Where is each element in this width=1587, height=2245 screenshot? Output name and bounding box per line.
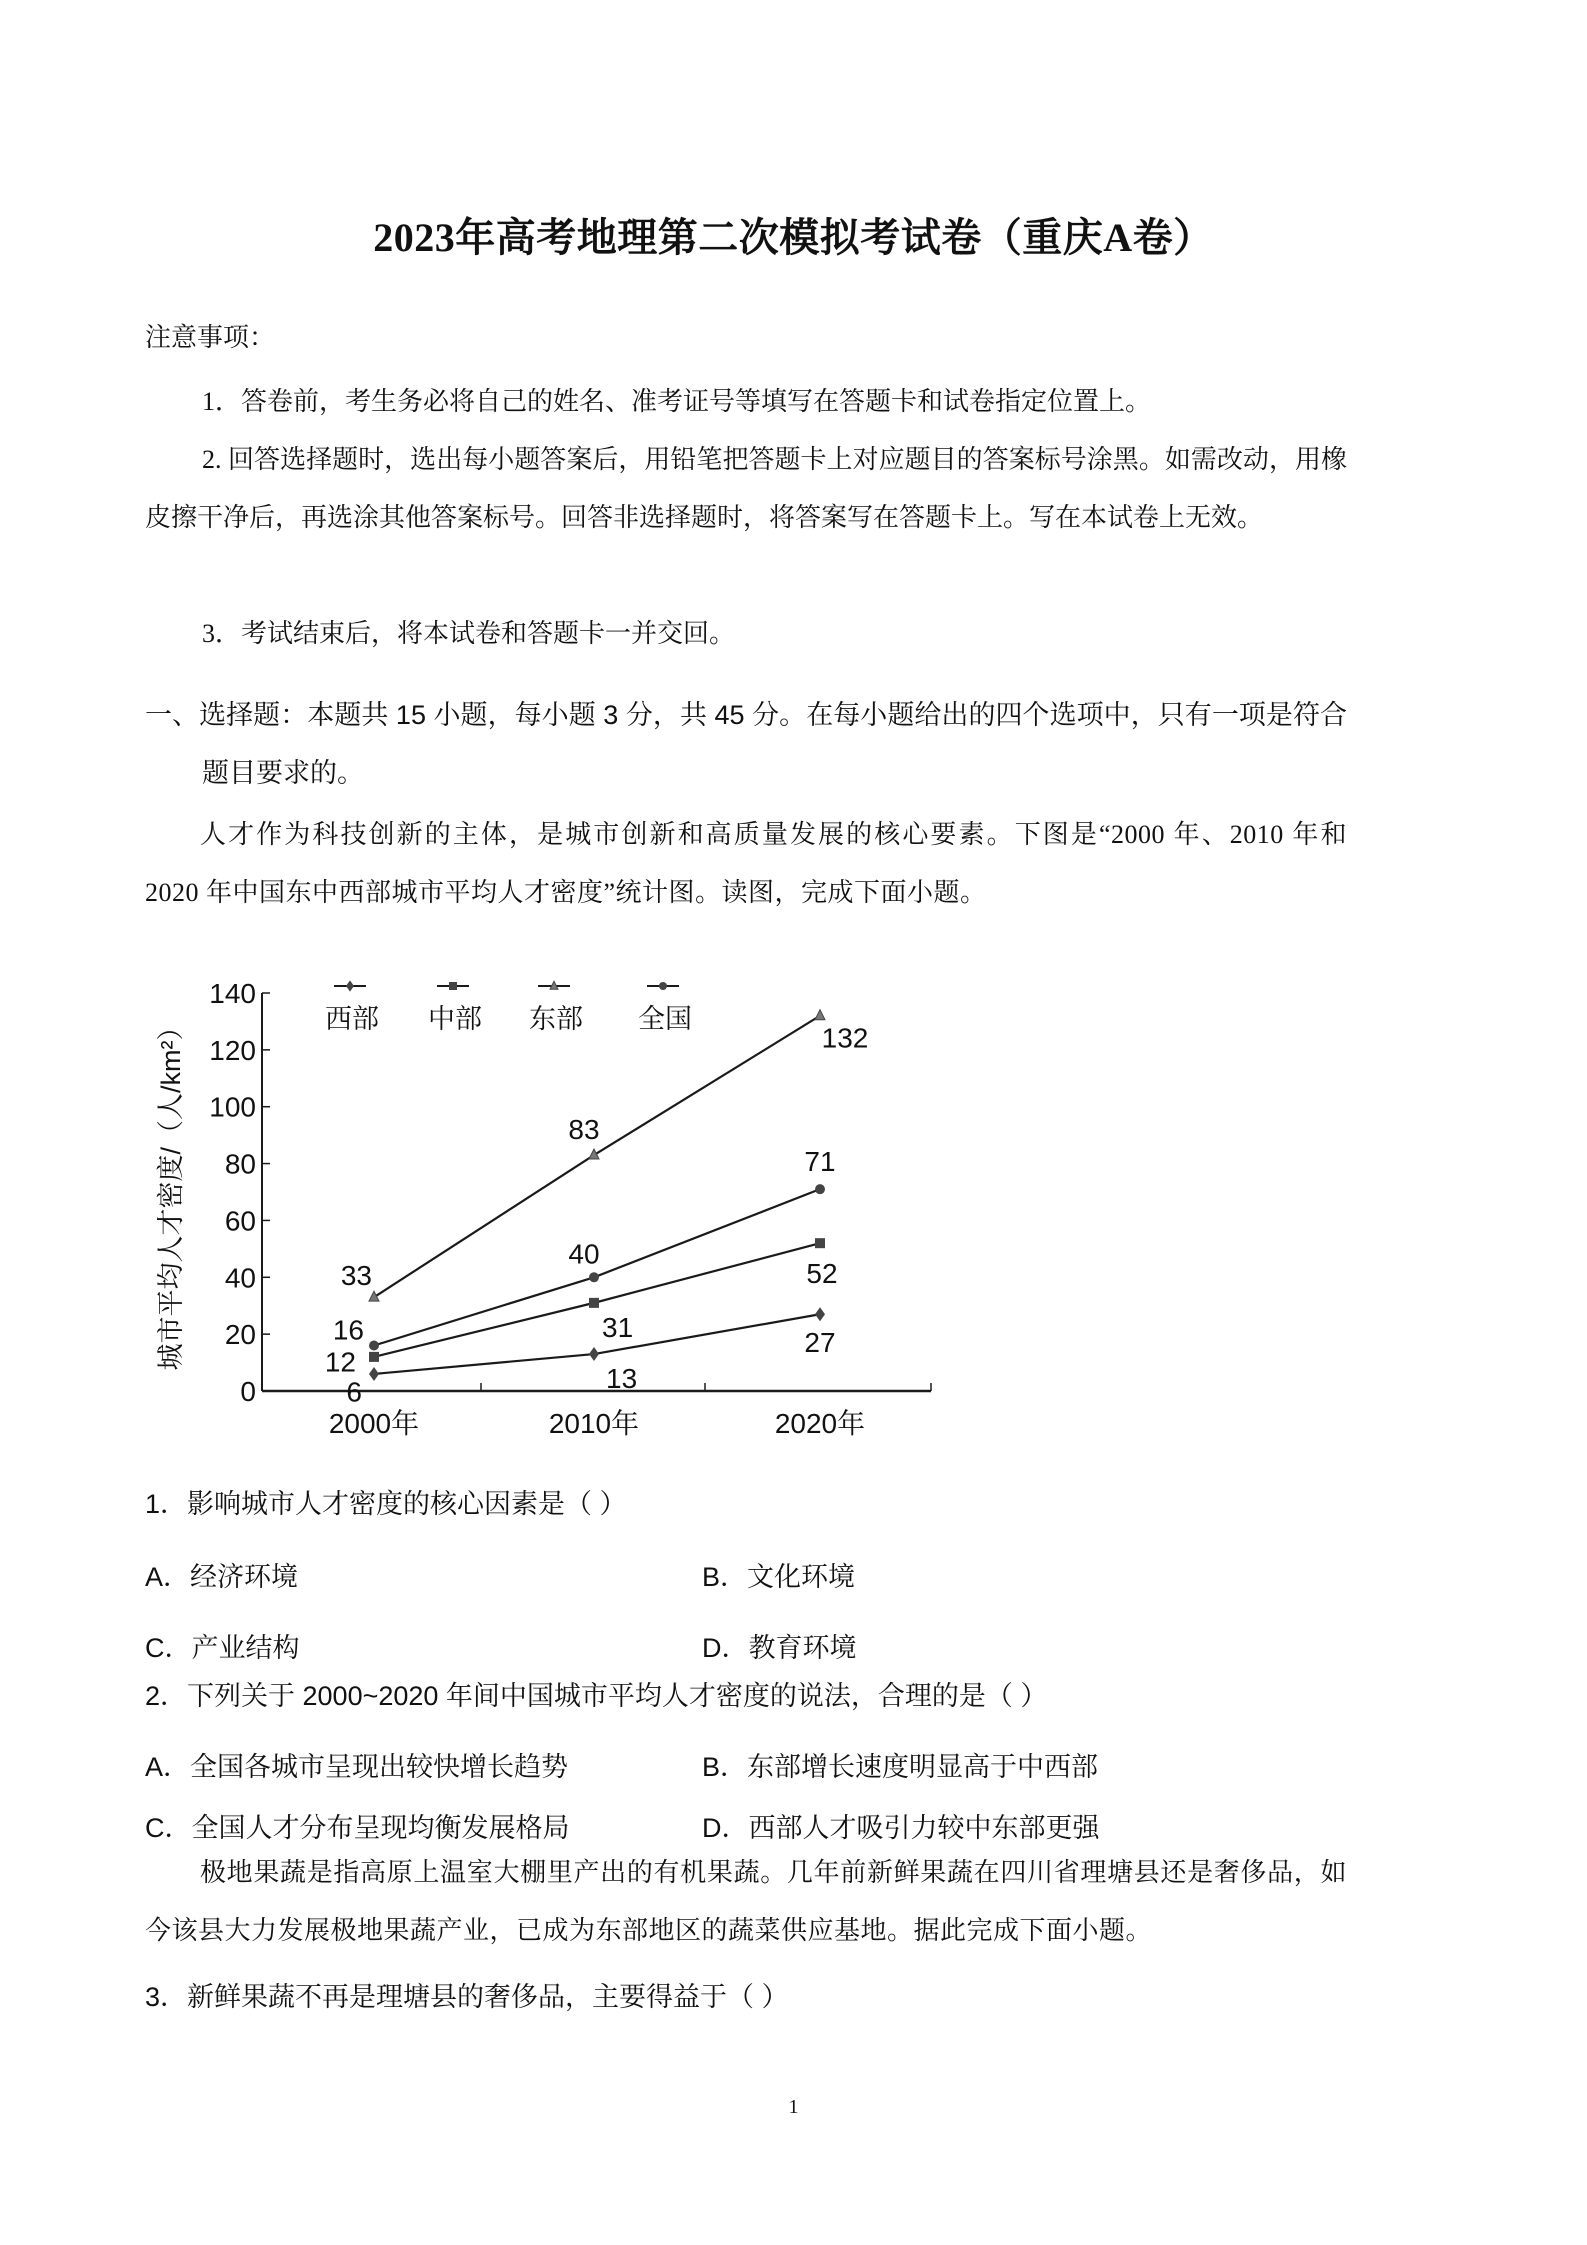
legend-item [325,980,379,1034]
option-label: D． [702,1633,749,1663]
option-label: C． [145,1813,192,1843]
option-text: 全国各城市呈现出较快增长趋势 [190,1752,569,1782]
question-stem: 3．新鲜果蔬不再是理塘县的奢侈品，主要得益于（ ） [145,1982,789,2012]
note-item: 3．考试结束后，将本试卷和答题卡一并交回。 [202,619,736,648]
data-label: 132 [821,1022,869,1054]
data-label: 12 [324,1346,356,1378]
question-stem: 1．影响城市人才密度的核心因素是（ ） [145,1489,627,1519]
section-heading: 一、选择题：本题共 15 小题，每小题 3 分，共 45 分。在每小题给出的四个选项中，只有一项是符合题目要求的。 [145,700,1347,788]
page-number: 1 [788,2096,799,2118]
option-label: A． [145,1752,191,1782]
data-label: 40 [568,1238,600,1270]
y-tick-label: 80 [224,1148,256,1180]
triangle-marker [815,1010,825,1020]
data-label: 6 [346,1376,362,1408]
legend-label: 西部 [325,1004,379,1034]
data-label: 13 [606,1363,638,1395]
y-tick-label: 0 [240,1376,256,1407]
square-marker [449,982,457,990]
series-circle [333,1146,836,1350]
y-tick-label: 100 [209,1091,256,1123]
note-item: 1．答卷前，考生务必将自己的姓名、准考证号等填写在答题卡和试卷指定位置上。 [202,387,1152,416]
legend-item [428,982,482,1034]
data-label: 71 [804,1146,836,1178]
data-label: 27 [804,1327,836,1359]
option-label: D． [702,1813,749,1843]
option-text: 产业结构 [191,1633,300,1663]
option-text: 西部人才吸引力较中东部更强 [748,1813,1100,1843]
option-label: B． [702,1562,748,1592]
x-tick-label: 2020年 [774,1408,866,1439]
circle-marker [815,1184,825,1194]
passage: 极地果蔬是指高原上温室大棚里产出的有机果蔬。几年前新鲜果蔬在四川省理塘县还是奢侈品，如今该县大力发展极地果蔬产业，已成为东部地区的蔬菜供应基地。据此完成下面小题。 [145,1858,1347,1945]
series-triangle [341,1010,869,1301]
y-tick-label: 60 [224,1205,256,1237]
option-label: B． [702,1752,748,1782]
legend [325,980,692,1034]
option-label: C． [145,1633,192,1663]
legend-item [638,982,692,1034]
legend-label: 中部 [428,1004,482,1034]
y-tick-label: 40 [224,1262,256,1294]
y-tick-label: 140 [209,978,256,1009]
question-stem: 2．下列关于 2000~2020 年间中国城市平均人才密度的说法，合理的是（ ） [145,1681,1048,1711]
data-label: 33 [340,1260,372,1292]
line-chart [150,960,950,1440]
data-label: 52 [806,1258,838,1290]
option-label: A． [145,1562,191,1592]
square-marker [815,1238,825,1248]
passage: 人才作为科技创新的主体，是城市创新和高质量发展的核心要素。下图是“2000 年、2010 年和 2020 年中国东中西部城市平均人才密度”统计图。读图，完成下面小题。 [145,820,1347,907]
circle-marker [369,1341,379,1351]
data-label: 31 [602,1311,634,1343]
option-c[interactable] [145,1626,300,1665]
y-axis-label: 城市平均人才密度/（人/km²） [156,1013,186,1371]
diamond-marker [346,980,354,991]
x-ticks [329,1408,865,1439]
series-lines [325,1010,869,1408]
data-label: 16 [332,1314,364,1346]
exam-title: 2023年高考地理第二次模拟考试卷（重庆A卷） [373,215,1214,260]
diamond-marker [589,1347,599,1361]
option-text: 经济环境 [190,1562,299,1592]
square-marker [369,1352,379,1362]
option-text: 文化环境 [747,1562,856,1592]
option-text: 教育环境 [748,1633,857,1663]
y-ticks [209,978,270,1407]
option-text: 东部增长速度明显高于中西部 [747,1752,1099,1782]
series-line [374,1311,820,1374]
x-tick-label: 2010年 [548,1408,640,1439]
circle-marker [659,982,667,990]
y-tick-label: 120 [209,1034,256,1066]
data-label: 83 [568,1114,600,1146]
series-diamond [346,1307,835,1407]
notes-heading: 注意事项： [145,322,276,352]
circle-marker [589,1272,599,1282]
x-tick-label: 2000年 [328,1408,420,1439]
option-d[interactable] [702,1806,1100,1845]
option-a[interactable] [145,1555,298,1594]
legend-label: 全国 [638,1004,692,1034]
legend-item [529,981,583,1034]
option-text: 全国人才分布呈现均衡发展格局 [191,1813,570,1843]
option-c[interactable] [145,1806,570,1845]
diamond-marker [369,1367,379,1381]
option-d[interactable] [702,1626,857,1665]
option-b[interactable] [702,1745,1098,1784]
square-marker [589,1298,599,1308]
diamond-marker [815,1307,825,1321]
legend-label: 东部 [529,1004,583,1034]
note-item: 2. 回答选择题时，选出每小题答案后，用铅笔把答题卡上对应题目的答案标号涂黑。如需改动，用橡皮擦干净后，再选涂其他答案标号。回答非选择题时，将答案写在答题卡上。写在本试卷上无效。 [145,445,1347,532]
option-b[interactable] [702,1555,855,1594]
option-a[interactable] [145,1745,568,1784]
y-axis-label-group [156,1014,186,1371]
y-tick-label: 20 [224,1319,256,1351]
